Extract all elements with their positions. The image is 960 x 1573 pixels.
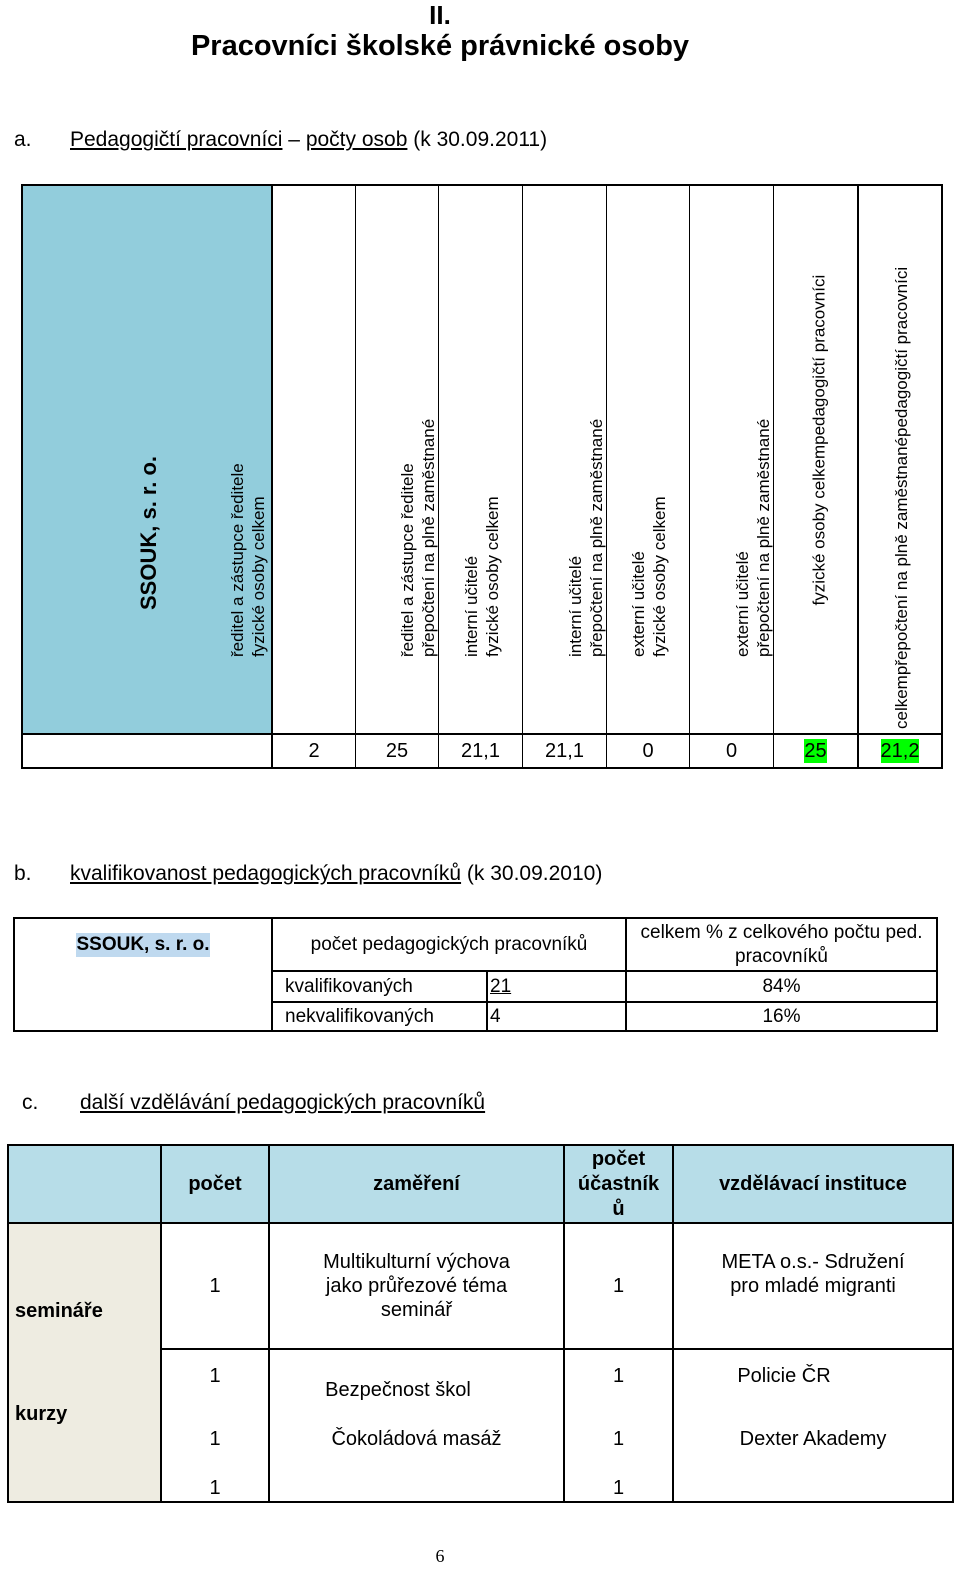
seminare-pocet: 1 — [209, 1275, 221, 1297]
unqualified-count: 4 — [490, 1005, 501, 1027]
seminare-instituce — [674, 1224, 952, 1324]
seminare-instituce-line1: META o.s.- Sdružení — [721, 1251, 905, 1273]
col-header-2-line2: přepočtení na plně zaměstnané — [419, 418, 438, 657]
kurzy-row1-zamereni: Bezpečnost škol — [325, 1379, 471, 1401]
kurzy-row3-zamereni — [270, 1475, 563, 1501]
col-header-3-line1: interní učitelé — [462, 555, 481, 657]
section-b-org-text: SSOUK, s. r. o. — [76, 933, 210, 955]
section-b-col-count: počet pedagogických pracovníků — [310, 933, 588, 955]
seminare-zamereni — [270, 1224, 563, 1348]
section-a-letter: a. — [14, 128, 32, 151]
header-ucastniku-line2: účastník — [577, 1172, 660, 1195]
section-c-title: další vzdělávání pedagogických pracovníků — [80, 1091, 486, 1114]
section-b-date: (k 30.09.2010) — [461, 862, 603, 885]
value-1: 2 — [308, 740, 320, 762]
kurzy-row3-ucastniku: 1 — [612, 1477, 625, 1499]
qualified-label: kvalifikovaných — [285, 975, 413, 997]
seminare-instituce-line2: pro mladé migranti — [730, 1275, 896, 1297]
seminare-zamereni-line1: Multikulturní výchova — [323, 1251, 510, 1273]
value-6: 0 — [725, 740, 738, 762]
section-b-col-pct: celkem % z celkového počtu ped. pracovníků — [640, 921, 923, 967]
section-c-label-bg — [8, 1224, 161, 1502]
col-header-4-line2: přepočtení na plně zaměstnané — [587, 418, 606, 657]
section-a-title-part1: Pedagogičtí pracovníci — [70, 128, 283, 151]
value-7: 25 — [804, 740, 827, 762]
col-header-2-line1: ředitel a zástupce ředitele — [398, 463, 417, 657]
col-header-7-line1: fyzické osoby celkempedagogičtí pracovníci — [809, 274, 829, 606]
unqualified-pct: 16% — [762, 1005, 801, 1027]
org-name-vertical: SSOUK, s. r. o. — [136, 455, 161, 610]
kurzy-row2-instituce: Dexter Akademy — [739, 1428, 887, 1450]
kurzy-row1-pocet: 1 — [209, 1365, 221, 1387]
col-header-5-line1: externí učitelé — [629, 551, 648, 657]
col-header-1-line2: fyzické osoby celkem — [249, 496, 268, 657]
section-c-letter: c. — [22, 1091, 39, 1114]
header-pocet: počet — [188, 1173, 242, 1195]
seminare-zamereni-line3: seminář — [380, 1299, 453, 1321]
page-number: 6 — [435, 1546, 445, 1566]
value-8: 21,2 — [880, 740, 920, 762]
section-b-letter: b. — [14, 862, 32, 885]
col-header-5-line2: fyzické osoby celkem — [650, 496, 669, 657]
kurzy-row2-ucastniku: 1 — [612, 1428, 625, 1450]
header-ucastniku-line3: ů — [612, 1197, 625, 1220]
col-header-3-line2: fyzické osoby celkem — [483, 496, 502, 657]
value-4: 21,1 — [545, 740, 584, 762]
kurzy-label: kurzy — [15, 1403, 68, 1425]
seminare-zamereni-line2: jako průřezové téma — [325, 1275, 508, 1297]
value-2: 25 — [385, 740, 409, 762]
header-instituce: vzdělávací instituce — [719, 1173, 907, 1195]
kurzy-row3-instituce — [674, 1475, 952, 1501]
kurzy-row2-pocet: 1 — [209, 1428, 221, 1450]
col-header-1-line1: ředitel a zástupce ředitele — [228, 463, 247, 657]
value-5: 0 — [642, 740, 654, 762]
kurzy-row3-pocet: 1 — [209, 1477, 221, 1499]
header-ucastniku-line1: počet — [591, 1147, 646, 1170]
qualified-count-text: 21 — [490, 975, 512, 997]
heading-roman: II. — [429, 0, 451, 30]
col-header-4-line1: interní učitelé — [566, 555, 585, 657]
kurzy-row2-zamereni: Čokoládová masáž — [331, 1428, 502, 1450]
section-a-dash: – — [282, 128, 306, 151]
page-title: Pracovníci školské právnické osoby — [190, 30, 690, 62]
section-a-title-part2: počty osob — [305, 128, 408, 151]
section-b-title: kvalifikovanost pedagogických pracovníků — [70, 862, 462, 885]
unqualified-label: nekvalifikovaných — [285, 1005, 434, 1027]
section-a-date: (k 30.09.2011) — [407, 128, 548, 151]
col-header-6-line2: přepočtení na plně zaměstnané — [754, 418, 773, 657]
kurzy-row1-instituce: Policie ČR — [737, 1365, 831, 1387]
header-ucastniku — [565, 1146, 672, 1222]
header-zamereni: zaměření — [373, 1173, 460, 1195]
seminare-ucastniku: 1 — [612, 1275, 625, 1297]
col-header-6-line1: externí učitelé — [733, 551, 752, 657]
value-3: 21,1 — [461, 740, 500, 762]
kurzy-row1-ucastniku: 1 — [612, 1365, 625, 1387]
seminare-label: semináře — [15, 1300, 103, 1322]
col-header-8-line1: celkempřepočtení na plně zaměstnanépedagogičtí pracovníci — [892, 266, 911, 729]
qualified-pct: 84% — [762, 975, 801, 997]
